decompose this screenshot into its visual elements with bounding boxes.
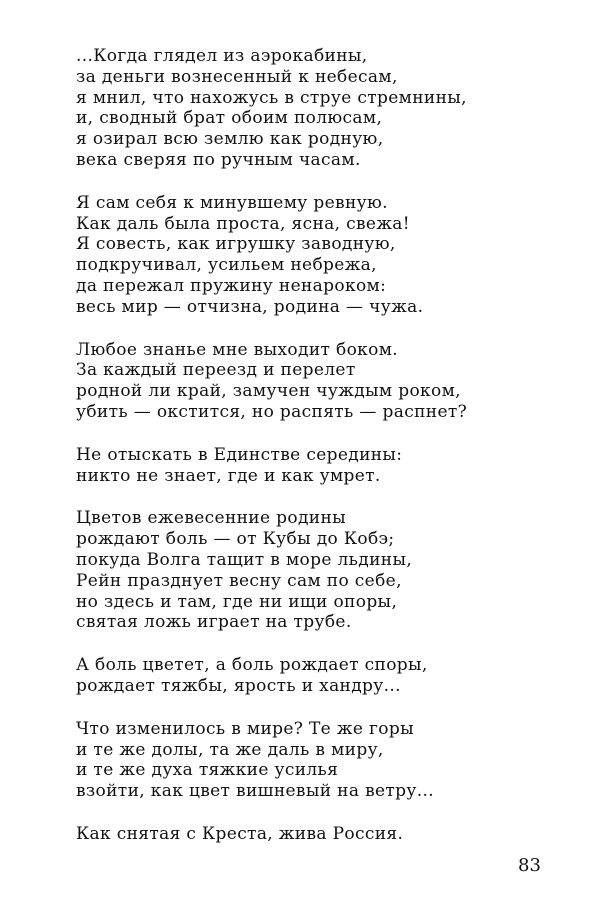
poem-line: Я совесть, как игрушку заводную, <box>76 234 396 255</box>
poem-line: А боль цветет, а боль рождает споры, <box>76 655 428 676</box>
poem-line: Что изменилось в мире? Те же горы <box>76 718 414 739</box>
stanza-8 <box>76 824 596 845</box>
poem-line: родной ли край, замучен чуждым роком, <box>76 381 461 402</box>
poem-line: века сверяя по ручным часам. <box>76 149 361 170</box>
poem-line: и, сводный брат обоим полюсам, <box>76 108 383 129</box>
page-number: 83 <box>518 855 541 876</box>
stanza-6 <box>76 655 596 697</box>
stanza-1 <box>76 46 596 171</box>
poem-line: подкручивал, усильем небрежа, <box>76 255 377 276</box>
stanza-4 <box>76 445 596 487</box>
poem-line: Любое знанье мне выходит боком. <box>76 339 399 360</box>
poem-line: но здесь и там, где ни ищи опоры, <box>76 591 398 612</box>
poem-line: Как даль была проста, ясна, свежа! <box>76 213 410 234</box>
poem-line: убить — окстится, но распять — распнет? <box>76 401 468 422</box>
poem-line: я озирал всю землю как родную, <box>76 129 384 150</box>
poem-line: рождает тяжбы, ярость и хандру... <box>76 675 401 696</box>
stanza-2 <box>76 193 596 318</box>
poem-line: покуда Волга тащит в море льдины, <box>76 549 413 570</box>
poem-line: Как снятая с Креста, жива Россия. <box>76 823 404 844</box>
poem-line: да пережал пружину ненароком: <box>76 275 387 296</box>
poem-line: и те же духа тяжкие усилья <box>76 760 339 781</box>
poem-line: Я сам себя к минувшему ревную. <box>76 192 388 213</box>
poem-line: За каждый переезд и перелет <box>76 360 356 381</box>
poem-line: взойти, как цвет вишневый на ветру... <box>76 781 434 802</box>
poem-text <box>76 46 596 867</box>
poem-line: и те же долы, та же даль в миру, <box>76 739 384 760</box>
poem-line: весь мир — отчизна, родина — чужа. <box>76 296 424 317</box>
stanza-5 <box>76 508 596 633</box>
stanza-3 <box>76 340 596 423</box>
poem-line: никто не знает, где и как умрет. <box>76 465 381 486</box>
poem-line: Цветов ежевесенние родины <box>76 508 347 529</box>
poem-line: ...Когда глядел из аэрокабины, <box>76 46 368 66</box>
poem-line: святая ложь играет на трубе. <box>76 612 352 633</box>
poem-line: Не отыскать в Единстве середины: <box>76 444 403 465</box>
poem-line: рождают боль — от Кубы до Кобэ; <box>76 529 395 550</box>
poem-line: за деньги вознесенный к небесам, <box>76 66 398 87</box>
poem-line: я мнил, что нахожусь в струе стремнины, <box>76 87 467 108</box>
poem-line: Рейн празднует весну сам по себе, <box>76 570 402 591</box>
stanza-7 <box>76 719 596 802</box>
